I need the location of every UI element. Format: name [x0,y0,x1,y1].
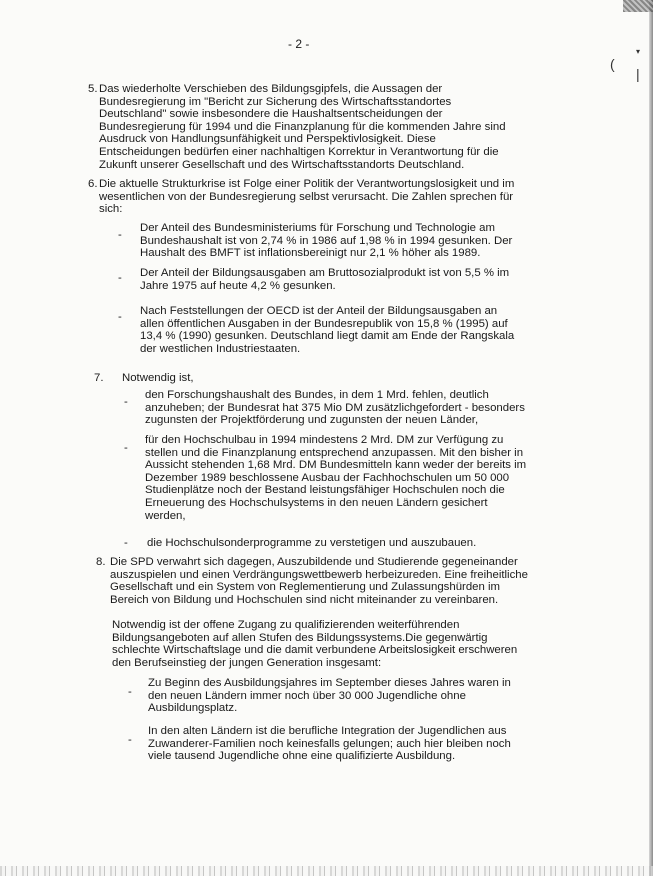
bullet-dash: - [124,537,128,549]
page-number: - 2 - [288,37,310,51]
bullet-text: Zu Beginn des Ausbildungsjahres im September dieses Jahres waren in den neuen Ländern immer noch über 30 000 Jugendliche ohne Ausbildungsplatz. [148,677,511,715]
scan-mark: ( [610,56,615,72]
scan-mark: | [636,66,640,82]
item-number: 7. [94,372,104,384]
bullet-text: Nach Feststellungen der OECD ist der Anteil der Bildungsausgaben an allen öffentlichen Ausgaben in der Bundesrepublik von 15,8 % (1995) auf 13,4 % (1990) gesunken. Deutschland liegt damit am Ende der Rangskala der westlichen Industriestaaten. [140,305,515,355]
item-text: Die aktuelle Strukturkrise ist Folge einer Politik der Verantwortungslosigkeit und im wesentlichen von der Bundesregierung selbst verursacht. Die Zahlen sprechen für sich: [99,178,515,216]
scan-bottom-noise [0,866,653,876]
scan-edge [649,0,653,876]
bullet-text: die Hochschulsonderprogramme zu verstetigen und auszubauen. [147,537,477,549]
bullet-dash: - [124,442,128,454]
item-number: 6. [88,178,98,190]
scan-mark: ▾ [636,47,641,56]
bullet-text: für den Hochschulbau in 1994 mindestens 2 Mrd. DM zur Verfügung zu stellen und die Finanzplanung entsprechend anzupassen. Mit den bisher in Aussicht stehenden 1,68 Mrd. DM Bundesmitteln kann weder der bereits im Dezember 1989 beschlossene Ausbau der Fachhochschulen um 50 000 Studienplätze noch der Bestand leistungsfähiger Hochschulen noch die Erneuerung des Hochschulsystems in den neuen Ländern gesichert werden, [145,434,527,522]
bullet-dash: - [118,229,122,241]
bullet-dash: - [118,311,122,323]
item-paragraph: Notwendig ist der offene Zugang zu qualifizierenden weiterführenden Bildungsangeboten auf allen Stufen des Bildungssystems.Die gegenwärtig schlechte Wirtschaftslage und die damit verbundene Arbeitslosigkeit erschweren den Berufseinstieg der jungen Generation insgesamt: [112,619,518,669]
bullet-dash: - [124,396,128,408]
item-text: Das wiederholte Verschieben des Bildungsgipfels, die Aussagen der Bundesregierung im "Bericht zur Sicherung des Wirtschaftsstandortes Deutschland" sowie insbesondere die Haushaltsentscheidungen der Bundesregierung für 1994 und die Finanzplanung für die kommenden Jahre sind Ausdruck von Handlungsunfähigkeit und Perspektivlosigkeit. Diese Entscheidungen bedürfen einer nachhaltigen Korrektur in Verantwortung für die Zukunft unserer Gesellschaft und des Wirtschaftsstandorts Deutschland. [99,83,506,171]
bullet-dash: - [128,734,132,746]
scan-corner-noise [623,0,653,12]
bullet-text: den Forschungshaushalt des Bundes, in dem 1 Mrd. fehlen, deutlich anzuheben; der Bundesrat hat 375 Mio DM zusätzlichgefordert - besonders zugunsten der Projektförderung und zugunsten der neuen Länder, [145,389,525,427]
item-text: Notwendig ist, [122,372,194,384]
bullet-dash: - [128,686,132,698]
item-text: Die SPD verwahrt sich dagegen, Auszubildende und Studierende gegeneinander auszuspielen und einen Verdrängungswettbewerb herbeizureden. Eine freiheitliche Gesellschaft und ein System von Reglementierung und Zulassungshürden im Bereich von Bildung und Hochschulen sind nicht miteinander zu vereinbaren. [110,556,528,606]
bullet-dash: - [118,272,122,284]
item-number: 5. [88,83,98,95]
bullet-text: In den alten Ländern ist die berufliche Integration der Jugendlichen aus Zuwanderer-Familien noch keinesfalls gelungen; auch hier bleiben noch viele tausend Jugendliche ohne eine qualifizierte Ausbildung. [148,725,511,763]
bullet-text: Der Anteil der Bildungsausgaben am Bruttosozialprodukt ist von 5,5 % im Jahre 1975 auf heute 4,2 % gesunken. [140,267,510,292]
bullet-text: Der Anteil des Bundesministeriums für Forschung und Technologie am Bundeshaushalt ist von 2,74 % in 1986 auf 1,98 % in 1994 gesunken. Der Haushalt des BMFT ist inflationsbereinigt nur 2,1 % höher als 1989. [140,222,513,260]
item-number: 8. [96,556,106,568]
